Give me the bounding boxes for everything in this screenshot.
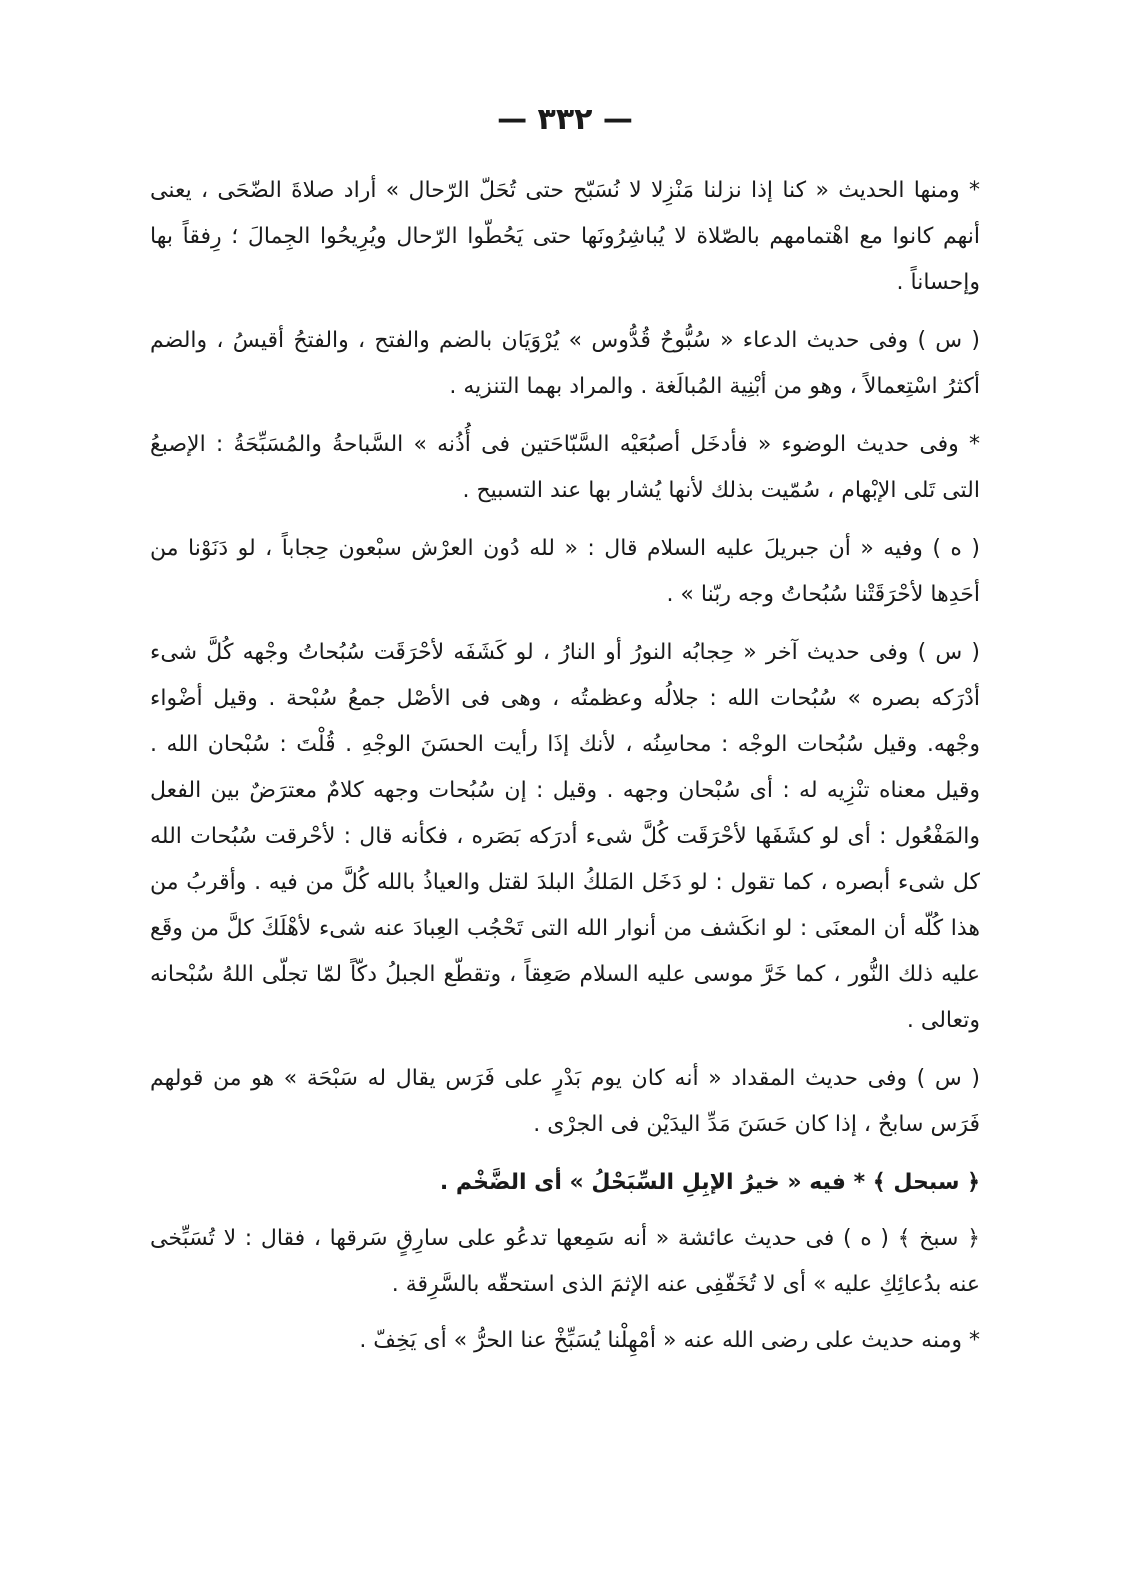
paragraph-1: * ومنها الحديث « كنا إذا نزلنا مَنْزِلا لا نُسَبّح حتى تُحَلّ الرّحال » أراد صلاةَ الضّحَى ، يعنى أنهم كانوا مع اهْتمامهم بالصّلاة لا يُباشِرُونَها حتى يَحُطّوا الرّحال ويُرِيحُوا الجِمالَ ؛ رِفقاً بها وإحساناً . <box>150 178 980 295</box>
page-number: — ٣٣٢ — <box>497 102 633 137</box>
paragraph-6: ( س ) وفى حديث المقداد « أنه كان يوم بَدْرٍ على فَرَس يقال له سَبْحَة » هو من قولهم فَرَس سابحٌ ، إذا كان حَسَنَ مَدِّ اليدَيْن فى الجرْى . <box>150 1066 980 1137</box>
paragraph-4: ( ه ) وفيه « أن جبريلَ عليه السلام قال : « لله دُون العرْش سبْعون حِجاباً ، لو دَنَوْنا من أحَدِها لأحْرَقَتْنا سُبُحاتُ وجه ربّنا » . <box>150 536 980 607</box>
entry-sabhal: ﴿ سبحل ﴾ * فيه « خيرُ الإبِلِ السِّبَحْلُ » أى الضَّخْم . <box>439 1170 980 1195</box>
page-body <box>150 168 980 1376</box>
paragraph-9: * ومنه حديث على رضى الله عنه « أمْهِلْنا يُسَبِّخْ عنا الحرُّ » أى يَخِفّ . <box>359 1328 980 1353</box>
paragraph-3: * وفى حديث الوضوء « فأدخَل أصبُعَيْه السَّبّاحَتين فى أُذُنه » السَّباحةُ والمُسَبِّحَةُ : الإصبعُ التى تَلى الإبْهام ، سُمّيت بذلك لأنها يُشار بها عند التسبيح . <box>150 432 980 503</box>
paragraph-2: ( س ) وفى حديث الدعاء « سُبُّوحٌ قُدُّوس » يُرْوَيَان بالضم والفتح ، والفتحُ أقيسُ ، والضم أكثرُ اسْتِعمالاً ، وهو من أبْنِية المُبالَغة . والمراد بهما التنزيه . <box>150 328 980 399</box>
entry-sabakh: ﴿ سبخ ﴾ ( ه ) فى حديث عائشة « أنه سَمِعها تدعُو على سارِقٍ سَرقها ، فقال : لا تُسَبِّخى عنه بدُعائِكِ عليه » أى لا تُخَفّفِى عنه الإثمَ الذى استحقّه بالسَّرِقة . <box>150 1226 980 1297</box>
paragraph-5: ( س ) وفى حديث آخر « حِجابُه النورُ أو النارُ ، لو كَشَفَه لأحْرَقَت سُبُحاتُ وجْهه كُلَّ شىء أدْرَكه بصره » سُبُحات الله : جلالُه وعظمتُه ، وهى فى الأصْل جمعُ سُبْحة . وقيل أضْواء وجْهه. وقيل سُبُحات الوجْه : محاسِنُه ، لأنك إذَا رأيت الحسَنَ الوجْهِ . قُلْتَ : سُبْحان الله . وقيل معناه تنْزِيه له : أى سُبْحان وجهه . وقيل : إن سُبُحات وجهه كلامٌ معترَضٌ بين الفعل والمَفْعُول : أى لو كشَفَها لأحْرَقَت كُلَّ شىء أدرَكه بَصَره ، فكأنه قال : لأحْرقت سُبُحات الله كل شىء أبصره ، كما تقول : لو دَخَل المَلكُ البلدَ لقتل والعياذُ بالله كُلَّ من فيه . وأقربُ من هذا كُلّه أن المعنَى : لو انكَشف من أنوار الله التى تَحْجُب العِبادَ عنه شىء لأهْلَكَ كلَّ من وقَع عليه ذلك النُّور ، كما خَرَّ موسى عليه السلام صَعِقاً ، وتقطّع الجبلُ دكّاً لمّا تجلّى اللهُ سُبْحانه وتعالى . <box>150 640 980 1033</box>
